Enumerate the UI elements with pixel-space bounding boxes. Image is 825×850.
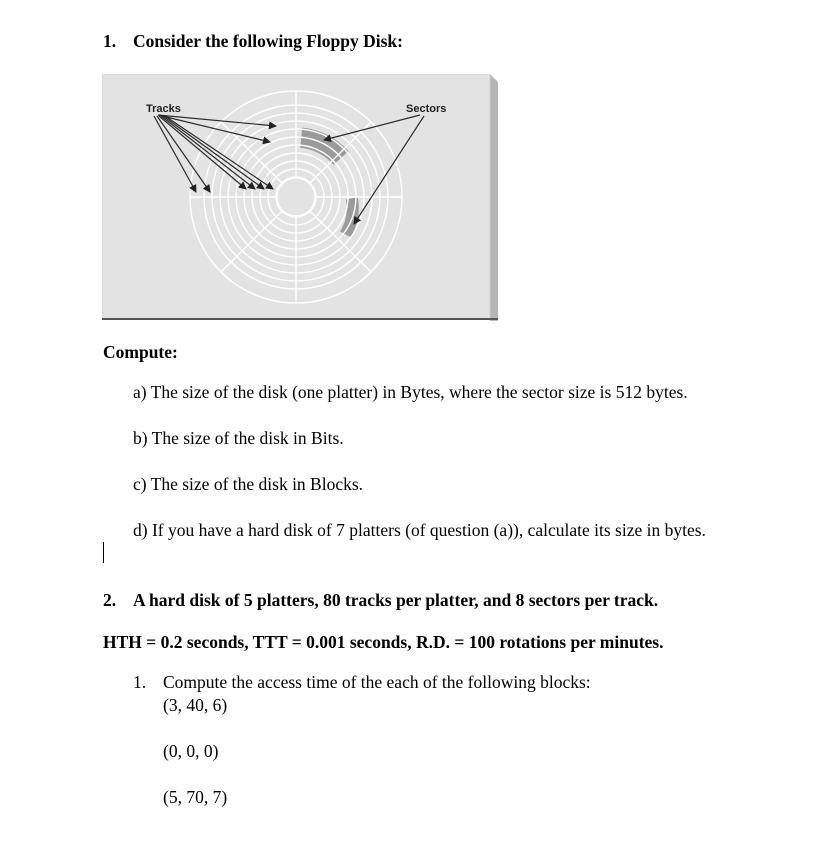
question-2-number: 2. [103, 590, 117, 610]
block-3: (5, 70, 7) [163, 787, 228, 807]
subquestion-1-text: Compute the access time of the each of the following blocks: [163, 672, 591, 692]
block-1: (3, 40, 6) [163, 695, 228, 715]
question-2-title: A hard disk of 5 platters, 80 tracks per platter, and 8 sectors per track. [133, 590, 659, 610]
sectors-label: Sectors [406, 103, 447, 115]
question-2-params: HTH = 0.2 seconds, TTT = 0.001 seconds, R.D. = 100 rotations per minutes. [103, 632, 664, 652]
compute-item-a: a) The size of the disk (one platter) in Bytes, where the sector size is 512 bytes. [133, 382, 688, 402]
question-1-number: 1. [103, 31, 117, 51]
question-2-heading [103, 590, 658, 611]
subquestion-1 [133, 672, 591, 693]
subquestion-1-number: 1. [133, 672, 147, 692]
tracks-label: Tracks [146, 103, 181, 115]
question-1-title: Consider the following Floppy Disk: [133, 31, 403, 51]
text-cursor [103, 542, 104, 563]
block-2: (0, 0, 0) [163, 741, 219, 761]
compute-item-d: d) If you have a hard disk of 7 platters (of question (a)), calculate its size in bytes. [133, 520, 706, 540]
question-1-heading [103, 31, 403, 52]
compute-item-b: b) The size of the disk in Bits. [133, 428, 344, 448]
floppy-disk-diagram [102, 74, 498, 321]
compute-item-c: c) The size of the disk in Blocks. [133, 474, 364, 494]
compute-heading: Compute: [103, 342, 178, 362]
floppy-disk-figure [102, 74, 498, 321]
